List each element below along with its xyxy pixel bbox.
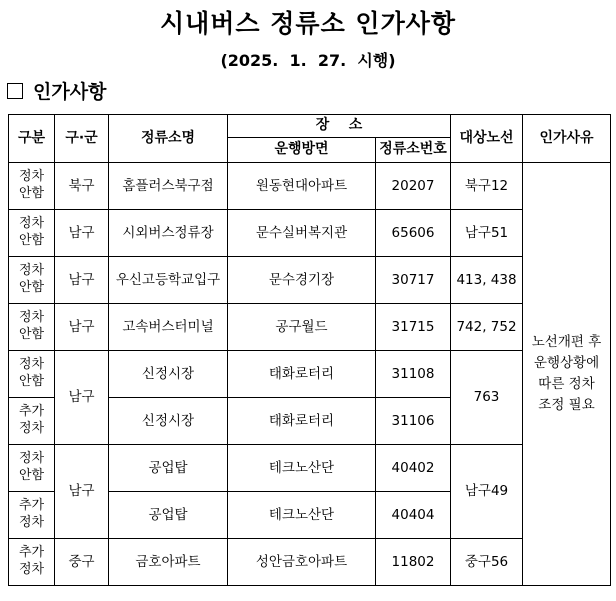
header-stop-number: 정류소번호	[376, 138, 451, 163]
header-reason: 인가사유	[523, 115, 611, 163]
table-row	[9, 257, 611, 304]
row-direction: 성안금호아파트	[228, 539, 376, 586]
page-title: 시내버스 정류소 인가사항	[159, 9, 457, 38]
row-gubun: 정차 안함	[9, 445, 55, 492]
row-route: 북구12	[451, 163, 523, 210]
row-stop-name: 신정시장	[109, 398, 228, 445]
row-gubun: 정차 안함	[9, 257, 55, 304]
row-route: 남구51	[451, 210, 523, 257]
row-stop-name: 시외버스정류장	[109, 210, 228, 257]
row-stop-name: 금호아파트	[109, 539, 228, 586]
row-stop-number: 40402	[376, 445, 451, 492]
row-stop-name: 신정시장	[109, 351, 228, 398]
row-gugun: 북구	[55, 163, 109, 210]
bus-stop-table	[8, 114, 611, 586]
row-direction: 태화로터리	[228, 351, 376, 398]
row-gugun: 중구	[55, 539, 109, 586]
table-row	[9, 351, 611, 398]
header-gugun: 구·군	[55, 115, 109, 163]
row-direction: 공구월드	[228, 304, 376, 351]
row-stop-name: 공업탑	[109, 492, 228, 539]
row-direction: 원동현대아파트	[228, 163, 376, 210]
header-direction: 운행방면	[228, 138, 376, 163]
table-row	[9, 539, 611, 586]
row-gubun: 추가 정차	[9, 398, 55, 445]
table-row	[9, 304, 611, 351]
row-gugun: 남구	[55, 445, 109, 539]
row-gubun: 정차 안함	[9, 351, 55, 398]
row-stop-name: 고속버스터미널	[109, 304, 228, 351]
row-gubun: 추가 정차	[9, 539, 55, 586]
row-stop-number: 31108	[376, 351, 451, 398]
row-stop-number: 31715	[376, 304, 451, 351]
row-stop-name: 공업탑	[109, 445, 228, 492]
row-stop-name: 홈플러스북구점	[109, 163, 228, 210]
row-stop-number: 65606	[376, 210, 451, 257]
header-route: 대상노선	[451, 115, 523, 163]
row-gubun: 정차 안함	[9, 304, 55, 351]
row-gugun: 남구	[55, 257, 109, 304]
section-heading	[7, 77, 106, 104]
row-stop-name: 우신고등학교입구	[109, 257, 228, 304]
row-direction: 문수경기장	[228, 257, 376, 304]
header-stop-name: 정류소명	[109, 115, 228, 163]
row-stop-number: 20207	[376, 163, 451, 210]
row-stop-number: 30717	[376, 257, 451, 304]
row-direction: 문수실버복지관	[228, 210, 376, 257]
row-stop-number: 11802	[376, 539, 451, 586]
row-route: 763	[451, 351, 523, 445]
row-stop-number: 31106	[376, 398, 451, 445]
table-row	[9, 445, 611, 492]
row-gubun: 추가 정차	[9, 492, 55, 539]
row-direction: 테크노산단	[228, 492, 376, 539]
row-gubun: 정차 안함	[9, 163, 55, 210]
row-direction: 테크노산단	[228, 445, 376, 492]
table-row	[9, 210, 611, 257]
table-row	[9, 163, 611, 210]
row-route: 남구49	[451, 445, 523, 539]
row-route: 413, 438	[451, 257, 523, 304]
header-gubun: 구분	[9, 115, 55, 163]
row-gugun: 남구	[55, 210, 109, 257]
header-location: 장 소	[228, 115, 451, 138]
row-gugun: 남구	[55, 304, 109, 351]
square-bullet-icon	[7, 83, 23, 99]
row-route: 중구56	[451, 539, 523, 586]
row-route: 742, 752	[451, 304, 523, 351]
row-gubun: 정차 안함	[9, 210, 55, 257]
section-heading-label: 인가사항	[33, 81, 107, 103]
row-direction: 태화로터리	[228, 398, 376, 445]
row-stop-number: 40404	[376, 492, 451, 539]
row-gugun: 남구	[55, 351, 109, 445]
approval-reason: 노선개편 후 운행상황에 따른 정차 조정 필요	[523, 163, 611, 586]
effective-date: (2025. 1. 27. 시행)	[220, 51, 396, 70]
